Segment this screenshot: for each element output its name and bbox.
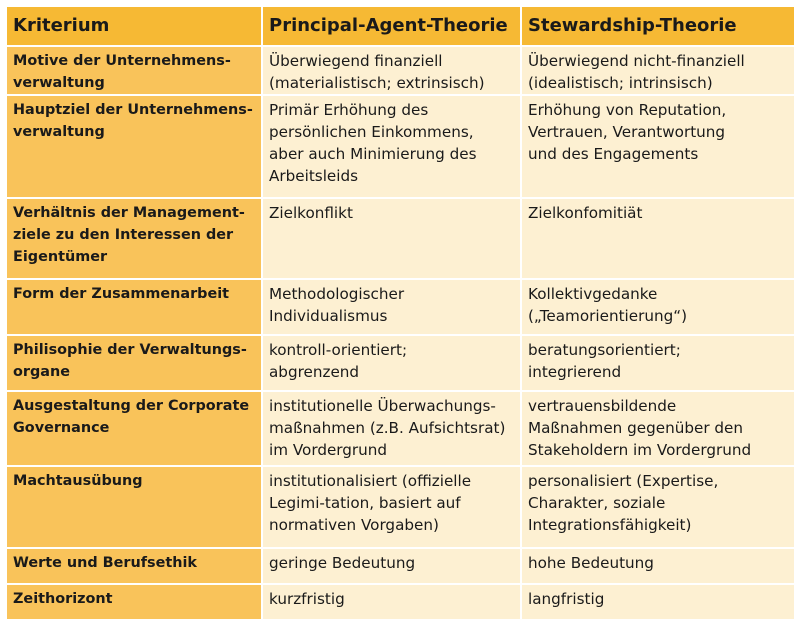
stewardship-cell: Erhöhung von Reputation, Vertrauen, Verantwortung und des Engagements [522,96,794,199]
criterion-cell: Hauptziel der Unternehmens- verwaltung [7,96,263,199]
criterion-cell: Philisophie der Verwaltungs- organe [7,336,263,392]
principal-agent-cell: geringe Bedeutung [263,549,522,585]
criterion-cell: Werte und Berufsethik [7,549,263,585]
stewardship-cell: vertrauensbildende Maßnahmen gegenüber den Stakeholdern im Vordergrund [522,392,794,467]
stewardship-cell: Überwiegend nicht-finanziell (idealistisch; intrinsisch) [522,47,794,96]
table-row [7,96,794,199]
stewardship-cell: beratungsorientiert; integrierend [522,336,794,392]
principal-agent-cell: Primär Erhöhung des persönlichen Einkommens, aber auch Minimierung des Arbeitsleids [263,96,522,199]
header-row [7,7,794,47]
header-principal-agent: Principal-Agent-Theorie [263,7,522,47]
table-row [7,549,794,585]
principal-agent-cell: kontroll-orientiert; abgrenzend [263,336,522,392]
principal-agent-cell: Überwiegend finanziell (materialistisch; extrinsisch) [263,47,522,96]
comparison-table [7,7,794,621]
table-row [7,467,794,549]
criterion-cell: Form der Zusammenarbeit [7,280,263,336]
stewardship-cell: hohe Bedeutung [522,549,794,585]
table-row [7,392,794,467]
principal-agent-cell: Zielkonflikt [263,199,522,280]
principal-agent-cell: kurzfristig [263,585,522,621]
criterion-cell: Ausgestaltung der Corporate Governance [7,392,263,467]
table-row [7,336,794,392]
stewardship-cell: langfristig [522,585,794,621]
principal-agent-cell: institutionelle Überwachungs- maßnahmen (z.B. Aufsichtsrat) im Vordergrund [263,392,522,467]
criterion-cell: Machtausübung [7,467,263,549]
table-row [7,47,794,96]
principal-agent-cell: institutionalisiert (offizielle Legimi-tation, basiert auf normativen Vorgaben) [263,467,522,549]
header-stewardship: Stewardship-Theorie [522,7,794,47]
table-row [7,280,794,336]
stewardship-cell: personalisiert (Expertise, Charakter, soziale Integrationsfähigkeit) [522,467,794,549]
stewardship-cell: Kollektivgedanke („Teamorientierung“) [522,280,794,336]
criterion-cell: Zeithorizont [7,585,263,621]
table-row [7,585,794,621]
criterion-cell: Motive der Unternehmens- verwaltung [7,47,263,96]
principal-agent-cell: Methodologischer Individualismus [263,280,522,336]
header-criterion: Kriterium [7,7,263,47]
table-row [7,199,794,280]
stewardship-cell: Zielkonfomitiät [522,199,794,280]
criterion-cell: Verhältnis der Management- ziele zu den Interessen der Eigentümer [7,199,263,280]
